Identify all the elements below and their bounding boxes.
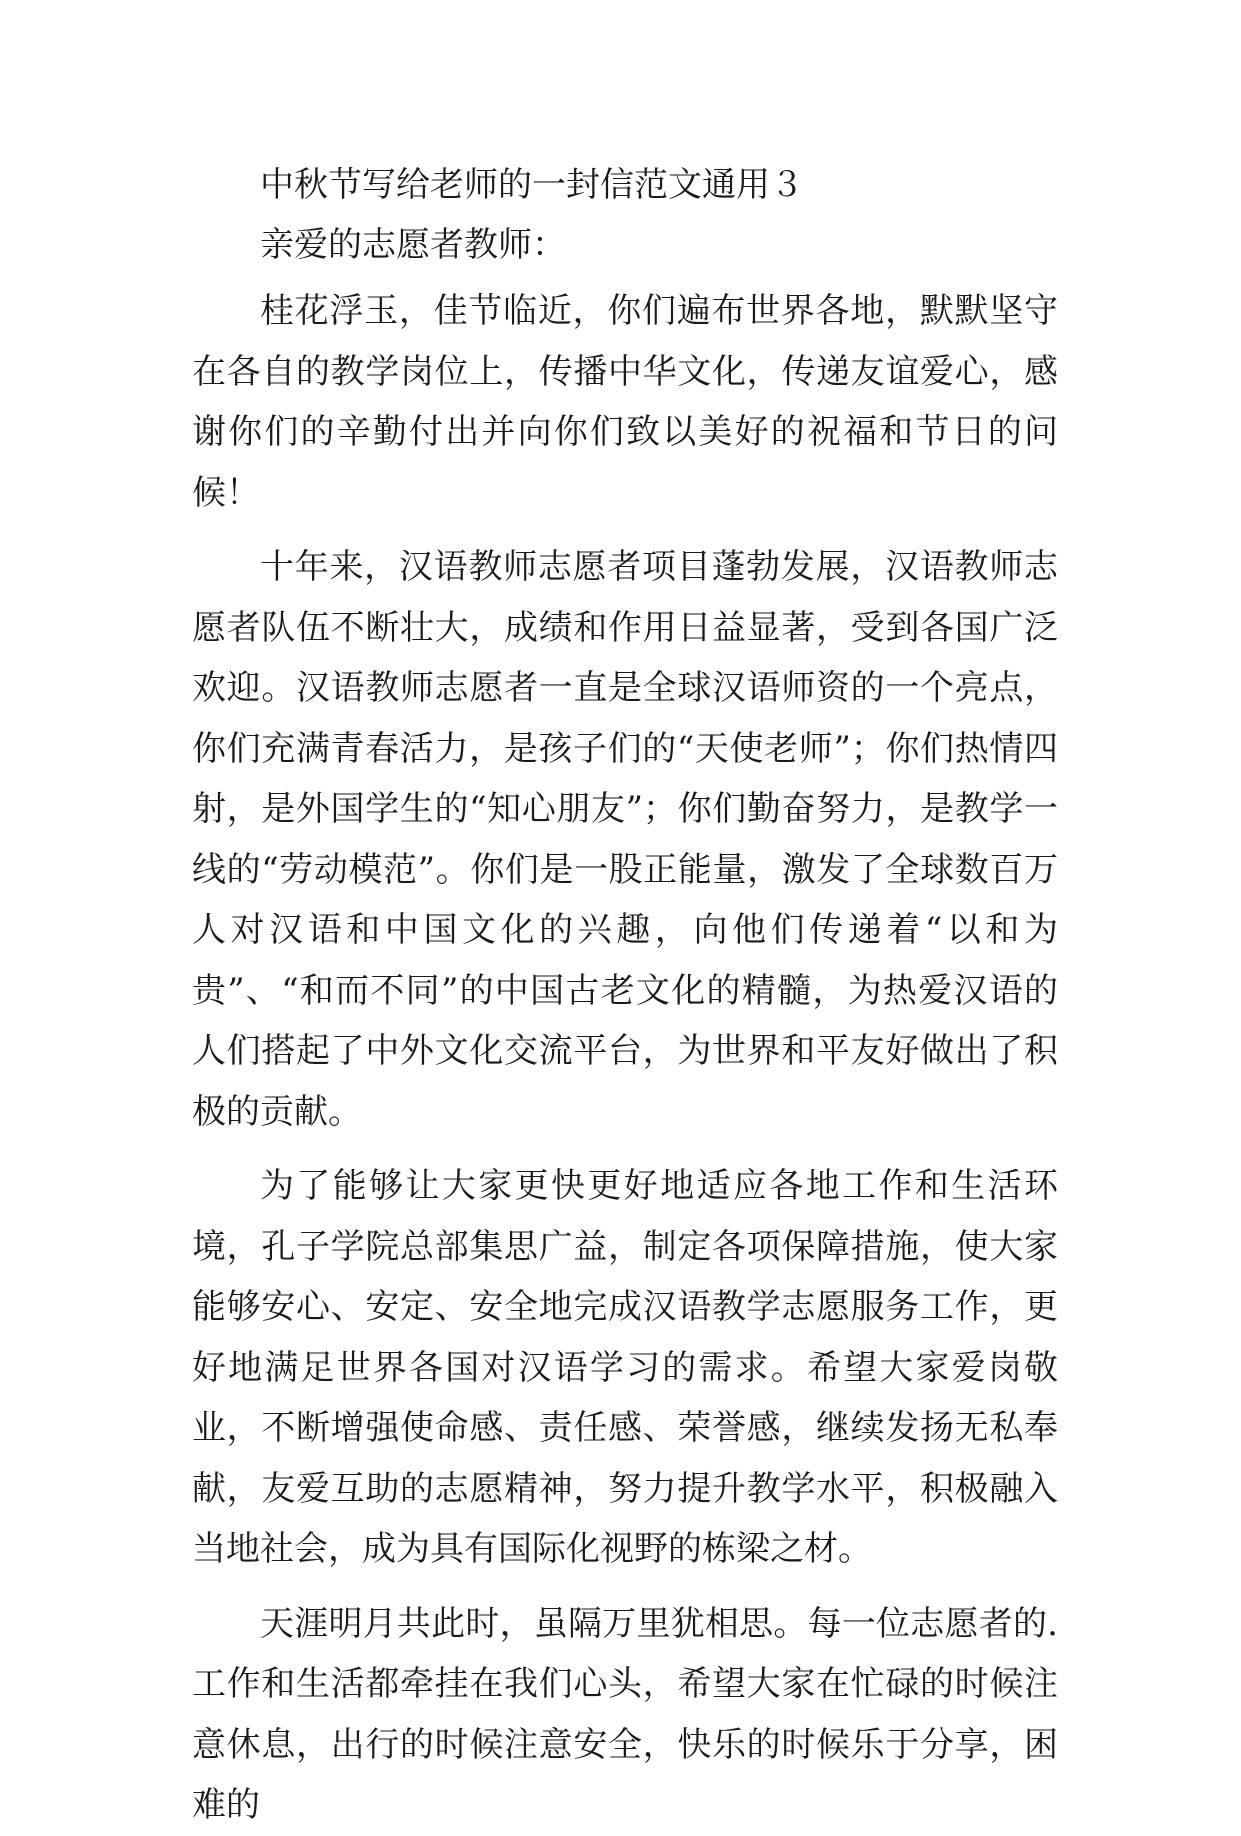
document-body	[192, 155, 1058, 1836]
paragraph-closing-wishes: 天涯明月共此时，虽隔万里犹相思。每一位志愿者的.工作和生活都牵挂在我们心头，希望大家在忙碌的时候注意休息，出行的时候注意安全，快乐的时候乐于分享，困难的	[192, 1603, 1058, 1825]
document-title: 中秋节写给老师的一封信范文通用３	[260, 165, 804, 205]
paragraph-support-measures: 为了能够让大家更快更好地适应各地工作和生活环境，孔子学院总部集思广益，制定各项保障措施，使大家能够安心、安定、安全地完成汉语教学志愿服务工作，更好地满足世界各国对汉语学习的需求。希望大家爱岗敬业，不断增强使命感、责任感、荣誉感，继续发扬无私奉献，友爱互助的志愿精神，努力提升教学水平，积极融入当地社会，成为具有国际化视野的栋梁之材。	[192, 1166, 1058, 1569]
paragraph-decade-review: 十年来，汉语教师志愿者项目蓬勃发展，汉语教师志愿者队伍不断壮大，成绩和作用日益显著，受到各国广泛欢迎。汉语教师志愿者一直是全球汉语师资的一个亮点，你们充满青春活力，是孩子们的“天使老师”；你们热情四射，是外国学生的“知心朋友”；你们勤奋努力，是教学一线的“劳动模范”。你们是一股正能量，激发了全球数百万人对汉语和中国文化的兴趣，向他们传递着“以和为贵”、“和而不同”的中国古老文化的精髓，为热爱汉语的人们搭起了中外文化交流平台，为世界和平友好做出了积极的贡献。	[192, 547, 1058, 1132]
salutation: 亲爱的志愿者教师：	[260, 225, 566, 265]
paragraph-blessing: 桂花浮玉，佳节临近，你们遍布世界各地，默默坚守在各自的教学岗位上，传播中华文化，传递友谊爱心，感谢你们的辛勤付出并向你们致以美好的祝福和节日的问候！	[192, 291, 1058, 513]
